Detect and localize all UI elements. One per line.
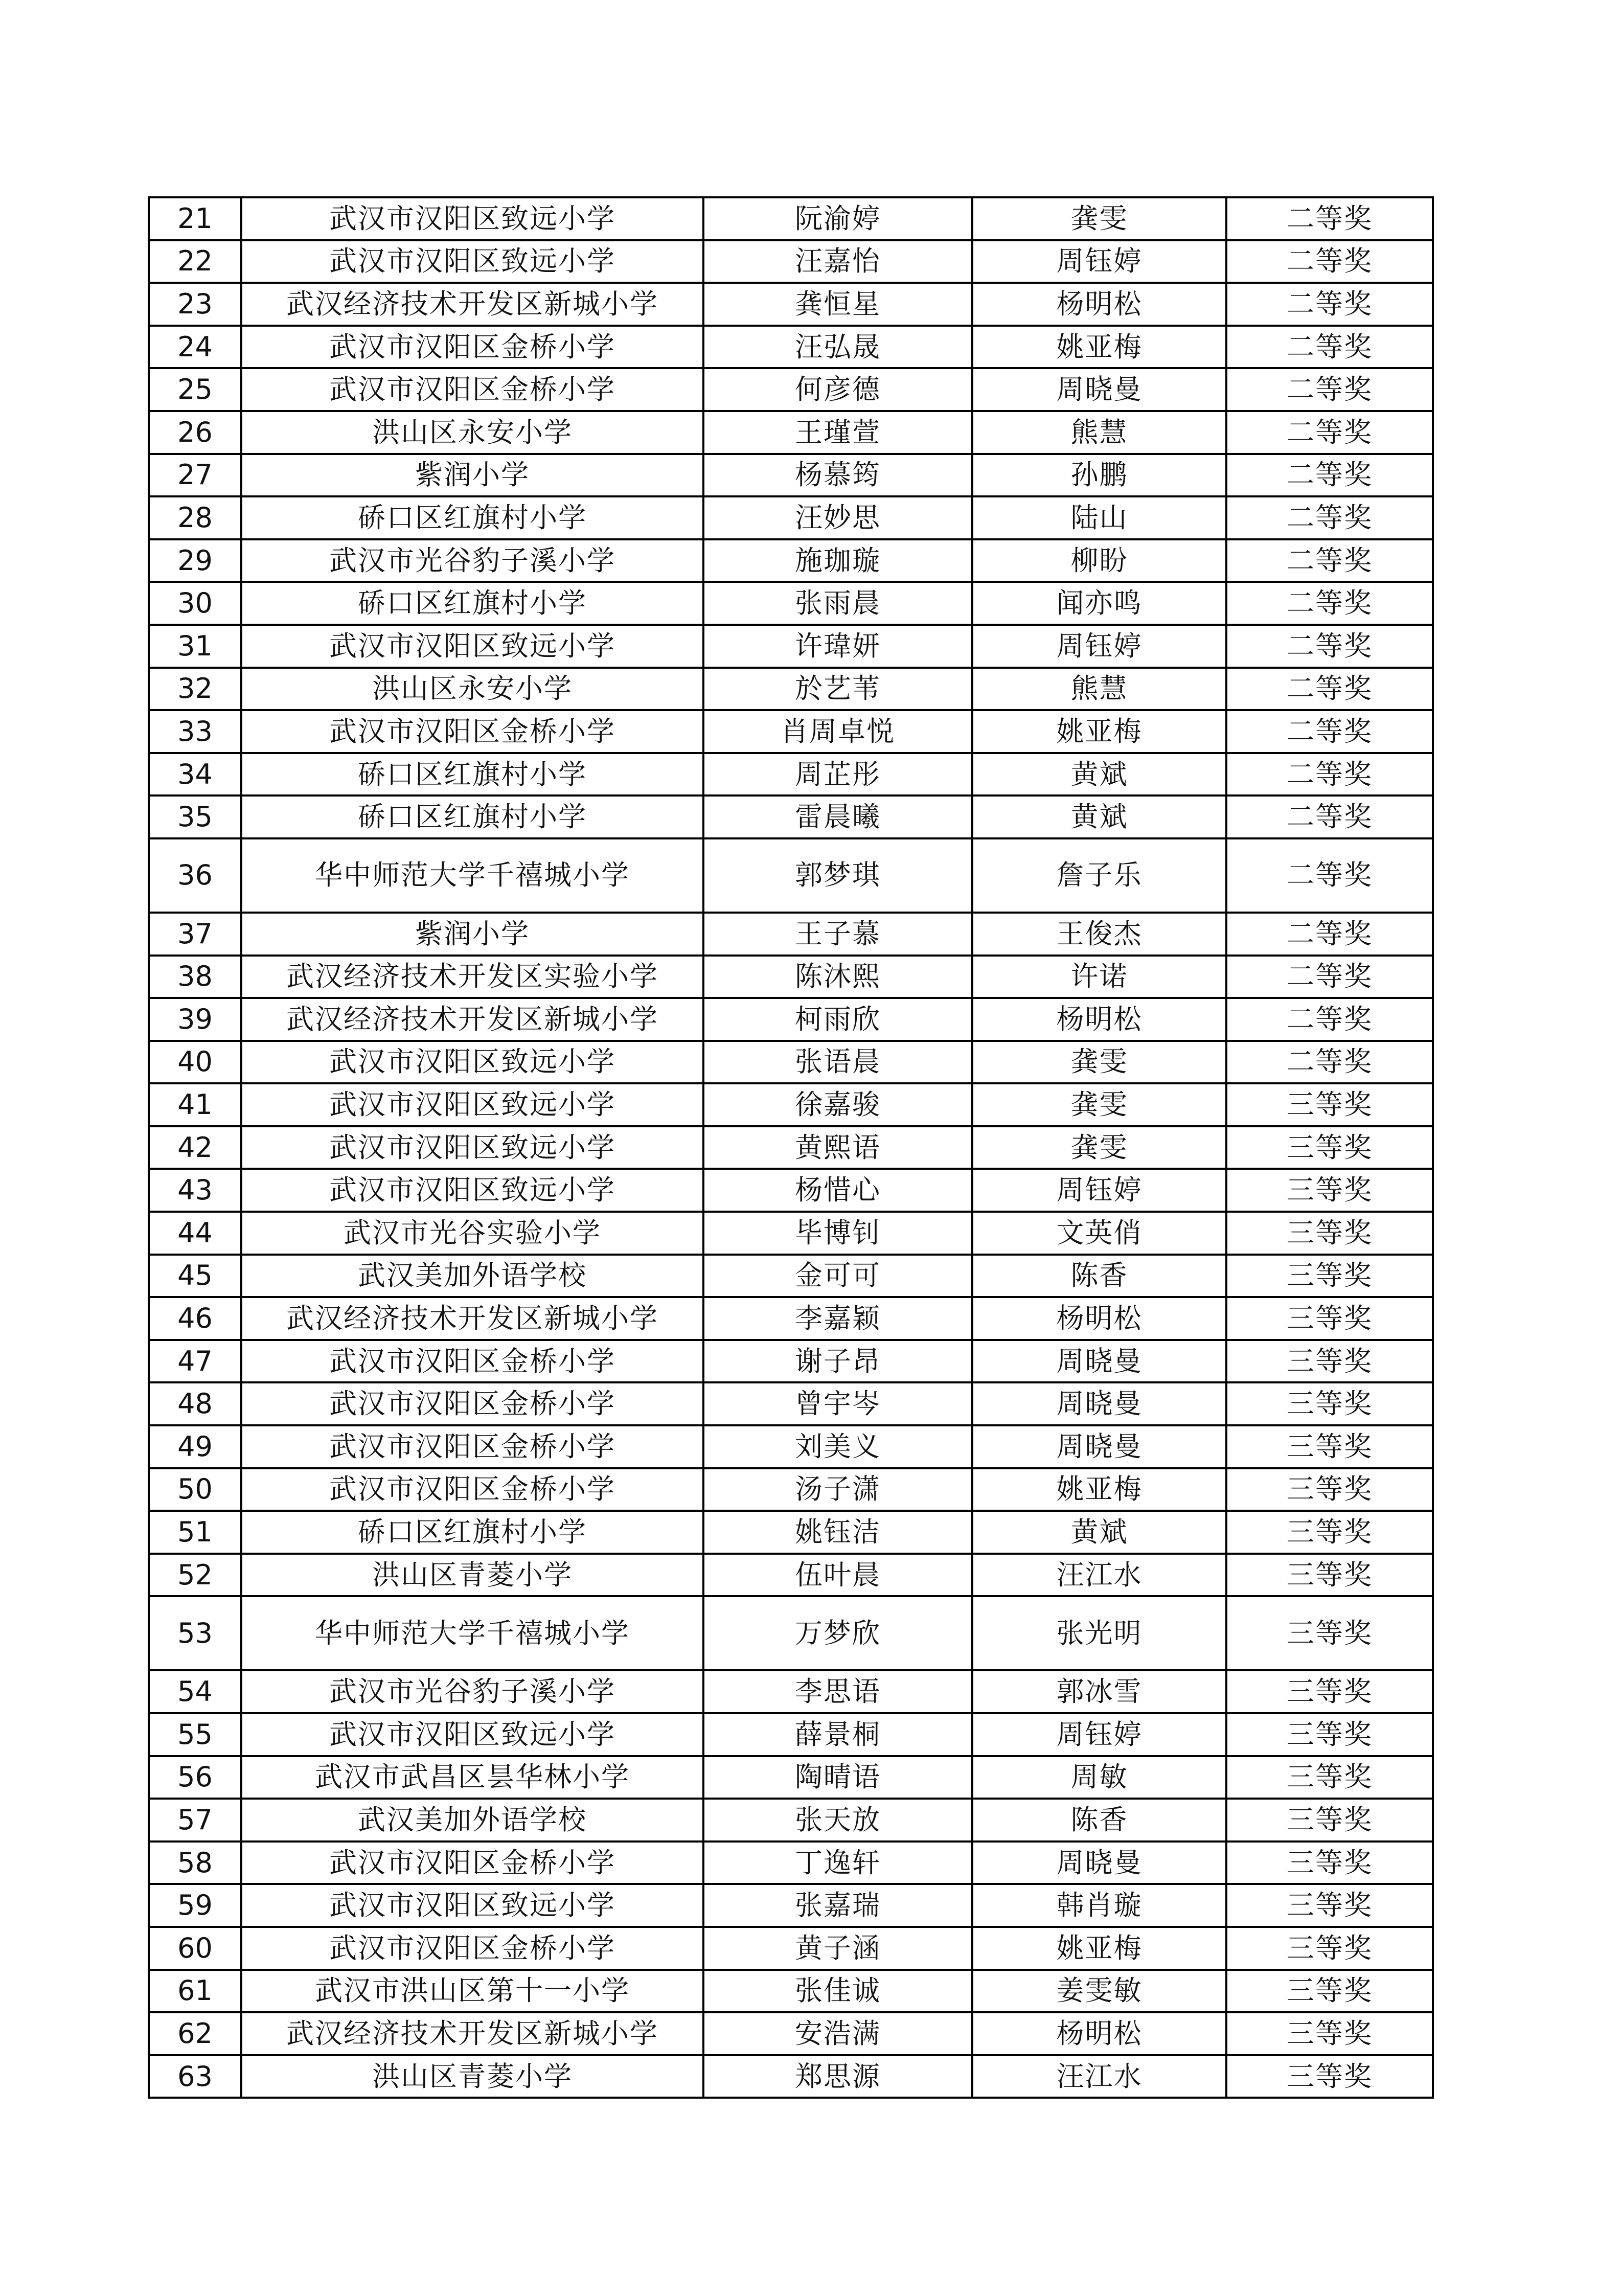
school-cell: 武汉美加外语学校 xyxy=(241,1255,703,1298)
student-name-cell: 汪嘉怡 xyxy=(703,240,972,283)
row-number-cell: 63 xyxy=(149,2055,241,2098)
row-number-cell: 29 xyxy=(149,539,241,582)
student-name-cell: 黄熙语 xyxy=(703,1126,972,1169)
school-cell: 武汉市汉阳区金桥小学 xyxy=(241,1340,703,1383)
row-number-cell: 58 xyxy=(149,1842,241,1884)
row-number-cell: 38 xyxy=(149,956,241,998)
student-name-cell: 许瑋妍 xyxy=(703,625,972,668)
row-number-cell: 26 xyxy=(149,411,241,454)
student-name-cell: 张雨晨 xyxy=(703,582,972,625)
teacher-name-cell: 姚亚梅 xyxy=(972,326,1226,369)
row-number-cell: 43 xyxy=(149,1169,241,1212)
row-number-cell: 44 xyxy=(149,1212,241,1255)
table-row xyxy=(149,1382,1433,1425)
award-level-cell: 三等奖 xyxy=(1226,1970,1433,2013)
school-cell: 华中师范大学千禧城小学 xyxy=(241,1596,703,1670)
student-name-cell: 金可可 xyxy=(703,1255,972,1298)
row-number-cell: 59 xyxy=(149,1884,241,1927)
award-level-cell: 三等奖 xyxy=(1226,1212,1433,1255)
school-cell: 武汉市汉阳区金桥小学 xyxy=(241,1468,703,1511)
teacher-name-cell: 龚雯 xyxy=(972,1126,1226,1169)
teacher-name-cell: 杨明松 xyxy=(972,1297,1226,1340)
teacher-name-cell: 龚雯 xyxy=(972,197,1226,240)
row-number-cell: 34 xyxy=(149,753,241,796)
school-cell: 武汉经济技术开发区新城小学 xyxy=(241,1297,703,1340)
table-row xyxy=(149,625,1433,668)
table-row xyxy=(149,283,1433,326)
award-level-cell: 二等奖 xyxy=(1226,753,1433,796)
school-cell: 武汉市汉阳区致远小学 xyxy=(241,1169,703,1212)
table-row xyxy=(149,956,1433,998)
table-row xyxy=(149,1212,1433,1255)
teacher-name-cell: 周晓曼 xyxy=(972,1340,1226,1383)
award-level-cell: 二等奖 xyxy=(1226,496,1433,539)
table-row xyxy=(149,998,1433,1041)
student-name-cell: 徐嘉骏 xyxy=(703,1083,972,1126)
teacher-name-cell: 郭冰雪 xyxy=(972,1670,1226,1713)
row-number-cell: 54 xyxy=(149,1670,241,1713)
school-cell: 武汉市汉阳区致远小学 xyxy=(241,1126,703,1169)
student-name-cell: 阮渝婷 xyxy=(703,197,972,240)
award-level-cell: 二等奖 xyxy=(1226,326,1433,369)
table-row xyxy=(149,1596,1433,1670)
award-level-cell: 三等奖 xyxy=(1226,1468,1433,1511)
award-level-cell: 二等奖 xyxy=(1226,240,1433,283)
school-cell: 武汉市汉阳区致远小学 xyxy=(241,1884,703,1927)
school-cell: 硚口区红旗村小学 xyxy=(241,753,703,796)
row-number-cell: 39 xyxy=(149,998,241,1041)
award-level-cell: 二等奖 xyxy=(1226,956,1433,998)
school-cell: 硚口区红旗村小学 xyxy=(241,795,703,838)
award-level-cell: 三等奖 xyxy=(1226,1126,1433,1169)
school-cell: 洪山区青菱小学 xyxy=(241,2055,703,2098)
school-cell: 武汉市汉阳区金桥小学 xyxy=(241,326,703,369)
teacher-name-cell: 文英俏 xyxy=(972,1212,1226,1255)
table-row xyxy=(149,368,1433,411)
student-name-cell: 何彦德 xyxy=(703,368,972,411)
award-level-cell: 三等奖 xyxy=(1226,1756,1433,1799)
student-name-cell: 柯雨欣 xyxy=(703,998,972,1041)
school-cell: 武汉市武昌区昙华林小学 xyxy=(241,1756,703,1799)
teacher-name-cell: 龚雯 xyxy=(972,1083,1226,1126)
award-level-cell: 三等奖 xyxy=(1226,1884,1433,1927)
table-row xyxy=(149,1554,1433,1597)
school-cell: 武汉市汉阳区致远小学 xyxy=(241,1083,703,1126)
school-cell: 华中师范大学千禧城小学 xyxy=(241,838,703,913)
table-row xyxy=(149,1255,1433,1298)
teacher-name-cell: 陆山 xyxy=(972,496,1226,539)
award-level-cell: 三等奖 xyxy=(1226,1511,1433,1554)
row-number-cell: 30 xyxy=(149,582,241,625)
table-row xyxy=(149,1083,1433,1126)
row-number-cell: 27 xyxy=(149,454,241,497)
row-number-cell: 45 xyxy=(149,1255,241,1298)
award-level-cell: 三等奖 xyxy=(1226,2055,1433,2098)
award-table-body xyxy=(149,197,1433,2098)
student-name-cell: 郭梦琪 xyxy=(703,838,972,913)
award-level-cell: 二等奖 xyxy=(1226,998,1433,1041)
school-cell: 武汉市汉阳区致远小学 xyxy=(241,197,703,240)
teacher-name-cell: 周晓曼 xyxy=(972,1842,1226,1884)
teacher-name-cell: 韩肖璇 xyxy=(972,1884,1226,1927)
school-cell: 武汉经济技术开发区新城小学 xyxy=(241,998,703,1041)
teacher-name-cell: 黄斌 xyxy=(972,795,1226,838)
row-number-cell: 49 xyxy=(149,1425,241,1468)
award-level-cell: 三等奖 xyxy=(1226,1554,1433,1597)
row-number-cell: 35 xyxy=(149,795,241,838)
school-cell: 武汉市光谷豹子溪小学 xyxy=(241,539,703,582)
school-cell: 武汉市光谷实验小学 xyxy=(241,1212,703,1255)
student-name-cell: 汤子潇 xyxy=(703,1468,972,1511)
teacher-name-cell: 柳盼 xyxy=(972,539,1226,582)
row-number-cell: 48 xyxy=(149,1382,241,1425)
teacher-name-cell: 周敏 xyxy=(972,1756,1226,1799)
table-row xyxy=(149,197,1433,240)
student-name-cell: 张嘉瑞 xyxy=(703,1884,972,1927)
table-row xyxy=(149,668,1433,711)
teacher-name-cell: 张光明 xyxy=(972,1596,1226,1670)
award-level-cell: 二等奖 xyxy=(1226,411,1433,454)
teacher-name-cell: 姚亚梅 xyxy=(972,1927,1226,1970)
teacher-name-cell: 黄斌 xyxy=(972,753,1226,796)
table-row xyxy=(149,1340,1433,1383)
award-level-cell: 二等奖 xyxy=(1226,838,1433,913)
school-cell: 武汉市光谷豹子溪小学 xyxy=(241,1670,703,1713)
table-row xyxy=(149,539,1433,582)
student-name-cell: 李嘉颖 xyxy=(703,1297,972,1340)
row-number-cell: 41 xyxy=(149,1083,241,1126)
award-level-cell: 三等奖 xyxy=(1226,1255,1433,1298)
student-name-cell: 薛景桐 xyxy=(703,1713,972,1756)
student-name-cell: 黄子涵 xyxy=(703,1927,972,1970)
row-number-cell: 23 xyxy=(149,283,241,326)
row-number-cell: 56 xyxy=(149,1756,241,1799)
school-cell: 武汉市汉阳区金桥小学 xyxy=(241,1927,703,1970)
school-cell: 武汉市汉阳区金桥小学 xyxy=(241,1425,703,1468)
teacher-name-cell: 詹子乐 xyxy=(972,838,1226,913)
student-name-cell: 伍叶晨 xyxy=(703,1554,972,1597)
table-row xyxy=(149,1425,1433,1468)
student-name-cell: 李思语 xyxy=(703,1670,972,1713)
table-row xyxy=(149,2055,1433,2098)
teacher-name-cell: 杨明松 xyxy=(972,2012,1226,2055)
student-name-cell: 杨惜心 xyxy=(703,1169,972,1212)
award-level-cell: 三等奖 xyxy=(1226,1425,1433,1468)
award-level-cell: 三等奖 xyxy=(1226,2012,1433,2055)
row-number-cell: 62 xyxy=(149,2012,241,2055)
school-cell: 武汉市汉阳区致远小学 xyxy=(241,1041,703,1084)
teacher-name-cell: 杨明松 xyxy=(972,283,1226,326)
table-row xyxy=(149,838,1433,913)
student-name-cell: 肖周卓悦 xyxy=(703,710,972,753)
student-name-cell: 王瑾萱 xyxy=(703,411,972,454)
award-level-cell: 三等奖 xyxy=(1226,1297,1433,1340)
table-row xyxy=(149,710,1433,753)
table-row xyxy=(149,582,1433,625)
student-name-cell: 周芷彤 xyxy=(703,753,972,796)
row-number-cell: 51 xyxy=(149,1511,241,1554)
row-number-cell: 52 xyxy=(149,1554,241,1597)
teacher-name-cell: 汪江水 xyxy=(972,2055,1226,2098)
award-level-cell: 三等奖 xyxy=(1226,1083,1433,1126)
student-name-cell: 万梦欣 xyxy=(703,1596,972,1670)
row-number-cell: 24 xyxy=(149,326,241,369)
award-level-cell: 二等奖 xyxy=(1226,582,1433,625)
table-row xyxy=(149,1041,1433,1084)
award-level-cell: 二等奖 xyxy=(1226,454,1433,497)
student-name-cell: 曾宇岑 xyxy=(703,1382,972,1425)
student-name-cell: 刘美义 xyxy=(703,1425,972,1468)
teacher-name-cell: 王俊杰 xyxy=(972,913,1226,956)
school-cell: 武汉市汉阳区金桥小学 xyxy=(241,1842,703,1884)
row-number-cell: 47 xyxy=(149,1340,241,1383)
award-level-cell: 二等奖 xyxy=(1226,283,1433,326)
student-name-cell: 张天放 xyxy=(703,1799,972,1842)
teacher-name-cell: 周晓曼 xyxy=(972,1382,1226,1425)
student-name-cell: 安浩满 xyxy=(703,2012,972,2055)
teacher-name-cell: 周钰婷 xyxy=(972,240,1226,283)
teacher-name-cell: 熊慧 xyxy=(972,411,1226,454)
table-row xyxy=(149,1297,1433,1340)
award-level-cell: 二等奖 xyxy=(1226,710,1433,753)
award-level-cell: 三等奖 xyxy=(1226,1596,1433,1670)
table-row xyxy=(149,496,1433,539)
award-level-cell: 三等奖 xyxy=(1226,1382,1433,1425)
school-cell: 武汉市洪山区第十一小学 xyxy=(241,1970,703,2013)
row-number-cell: 46 xyxy=(149,1297,241,1340)
table-row xyxy=(149,240,1433,283)
table-row xyxy=(149,1799,1433,1842)
table-row xyxy=(149,1169,1433,1212)
table-row xyxy=(149,1927,1433,1970)
award-level-cell: 三等奖 xyxy=(1226,1927,1433,1970)
award-level-cell: 三等奖 xyxy=(1226,1713,1433,1756)
award-level-cell: 二等奖 xyxy=(1226,368,1433,411)
award-level-cell: 二等奖 xyxy=(1226,1041,1433,1084)
student-name-cell: 谢子昂 xyxy=(703,1340,972,1383)
student-name-cell: 陈沐熙 xyxy=(703,956,972,998)
award-level-cell: 二等奖 xyxy=(1226,668,1433,711)
student-name-cell: 陶晴语 xyxy=(703,1756,972,1799)
student-name-cell: 张语晨 xyxy=(703,1041,972,1084)
award-level-cell: 三等奖 xyxy=(1226,1340,1433,1383)
school-cell: 武汉美加外语学校 xyxy=(241,1799,703,1842)
teacher-name-cell: 陈香 xyxy=(972,1255,1226,1298)
row-number-cell: 57 xyxy=(149,1799,241,1842)
award-level-cell: 二等奖 xyxy=(1226,197,1433,240)
school-cell: 硚口区红旗村小学 xyxy=(241,582,703,625)
award-level-cell: 二等奖 xyxy=(1226,539,1433,582)
table-row xyxy=(149,2012,1433,2055)
table-row xyxy=(149,1970,1433,2013)
student-name-cell: 雷晨曦 xyxy=(703,795,972,838)
teacher-name-cell: 姜雯敏 xyxy=(972,1970,1226,2013)
award-level-cell: 二等奖 xyxy=(1226,625,1433,668)
table-row xyxy=(149,454,1433,497)
award-level-cell: 二等奖 xyxy=(1226,795,1433,838)
table-row xyxy=(149,795,1433,838)
teacher-name-cell: 姚亚梅 xyxy=(972,1468,1226,1511)
row-number-cell: 21 xyxy=(149,197,241,240)
table-row xyxy=(149,753,1433,796)
table-row xyxy=(149,1884,1433,1927)
award-level-cell: 三等奖 xyxy=(1226,1842,1433,1884)
student-name-cell: 龚恒星 xyxy=(703,283,972,326)
school-cell: 洪山区永安小学 xyxy=(241,668,703,711)
row-number-cell: 28 xyxy=(149,496,241,539)
row-number-cell: 37 xyxy=(149,913,241,956)
award-level-cell: 二等奖 xyxy=(1226,913,1433,956)
school-cell: 武汉市汉阳区致远小学 xyxy=(241,1713,703,1756)
teacher-name-cell: 龚雯 xyxy=(972,1041,1226,1084)
teacher-name-cell: 周晓曼 xyxy=(972,368,1226,411)
school-cell: 洪山区永安小学 xyxy=(241,411,703,454)
teacher-name-cell: 陈香 xyxy=(972,1799,1226,1842)
student-name-cell: 於艺苇 xyxy=(703,668,972,711)
school-cell: 紫润小学 xyxy=(241,454,703,497)
school-cell: 武汉经济技术开发区新城小学 xyxy=(241,2012,703,2055)
table-row xyxy=(149,1511,1433,1554)
row-number-cell: 31 xyxy=(149,625,241,668)
row-number-cell: 60 xyxy=(149,1927,241,1970)
table-row xyxy=(149,1842,1433,1884)
row-number-cell: 40 xyxy=(149,1041,241,1084)
student-name-cell: 杨慕筠 xyxy=(703,454,972,497)
row-number-cell: 42 xyxy=(149,1126,241,1169)
row-number-cell: 33 xyxy=(149,710,241,753)
school-cell: 武汉市汉阳区金桥小学 xyxy=(241,368,703,411)
table-row xyxy=(149,1713,1433,1756)
row-number-cell: 22 xyxy=(149,240,241,283)
school-cell: 武汉市汉阳区致远小学 xyxy=(241,240,703,283)
row-number-cell: 50 xyxy=(149,1468,241,1511)
award-table xyxy=(148,196,1434,2099)
student-name-cell: 姚钰洁 xyxy=(703,1511,972,1554)
school-cell: 武汉经济技术开发区新城小学 xyxy=(241,283,703,326)
teacher-name-cell: 闻亦鸣 xyxy=(972,582,1226,625)
school-cell: 硚口区红旗村小学 xyxy=(241,496,703,539)
school-cell: 武汉经济技术开发区实验小学 xyxy=(241,956,703,998)
row-number-cell: 61 xyxy=(149,1970,241,2013)
teacher-name-cell: 汪江水 xyxy=(972,1554,1226,1597)
school-cell: 武汉市汉阳区金桥小学 xyxy=(241,710,703,753)
student-name-cell: 张佳诚 xyxy=(703,1970,972,2013)
student-name-cell: 王子慕 xyxy=(703,913,972,956)
student-name-cell: 汪弘晟 xyxy=(703,326,972,369)
row-number-cell: 53 xyxy=(149,1596,241,1670)
student-name-cell: 施珈璇 xyxy=(703,539,972,582)
teacher-name-cell: 黄斌 xyxy=(972,1511,1226,1554)
student-name-cell: 毕博钊 xyxy=(703,1212,972,1255)
table-row xyxy=(149,1756,1433,1799)
teacher-name-cell: 周晓曼 xyxy=(972,1425,1226,1468)
row-number-cell: 36 xyxy=(149,838,241,913)
student-name-cell: 丁逸轩 xyxy=(703,1842,972,1884)
teacher-name-cell: 孙鹏 xyxy=(972,454,1226,497)
student-name-cell: 郑思源 xyxy=(703,2055,972,2098)
teacher-name-cell: 杨明松 xyxy=(972,998,1226,1041)
row-number-cell: 32 xyxy=(149,668,241,711)
table-row xyxy=(149,411,1433,454)
teacher-name-cell: 周钰婷 xyxy=(972,1713,1226,1756)
row-number-cell: 25 xyxy=(149,368,241,411)
table-row xyxy=(149,326,1433,369)
student-name-cell: 汪妙思 xyxy=(703,496,972,539)
teacher-name-cell: 周钰婷 xyxy=(972,625,1226,668)
school-cell: 武汉市汉阳区致远小学 xyxy=(241,625,703,668)
award-level-cell: 三等奖 xyxy=(1226,1670,1433,1713)
school-cell: 紫润小学 xyxy=(241,913,703,956)
award-level-cell: 三等奖 xyxy=(1226,1169,1433,1212)
table-row xyxy=(149,1468,1433,1511)
teacher-name-cell: 熊慧 xyxy=(972,668,1226,711)
table-row xyxy=(149,1670,1433,1713)
table-row xyxy=(149,1126,1433,1169)
teacher-name-cell: 姚亚梅 xyxy=(972,710,1226,753)
award-level-cell: 三等奖 xyxy=(1226,1799,1433,1842)
row-number-cell: 55 xyxy=(149,1713,241,1756)
school-cell: 武汉市汉阳区金桥小学 xyxy=(241,1382,703,1425)
school-cell: 洪山区青菱小学 xyxy=(241,1554,703,1597)
teacher-name-cell: 许诺 xyxy=(972,956,1226,998)
school-cell: 硚口区红旗村小学 xyxy=(241,1511,703,1554)
teacher-name-cell: 周钰婷 xyxy=(972,1169,1226,1212)
table-row xyxy=(149,913,1433,956)
